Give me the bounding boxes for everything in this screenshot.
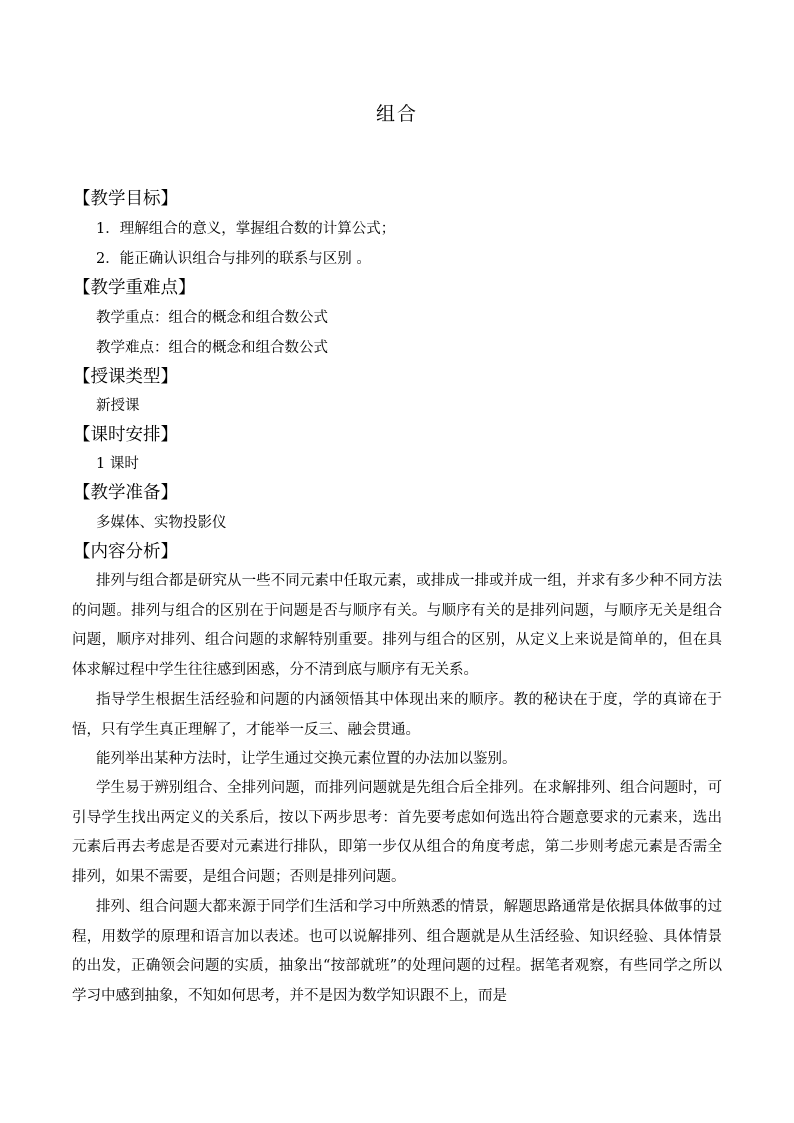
heading-key-points: 【教学重难点】: [73, 278, 196, 298]
goal-item-1: 1．理解组合的意义，掌握组合数的计算公式；: [96, 221, 396, 237]
analysis-paragraph-1: 排列与组合都是研究从一些不同元素中任取元素，或排成一排或并成一组，并求有多少种不同方法的问题。排列与组合的区别在于问题是否与顺序有关。与顺序有关的是排列问题，与顺序无关是组合问题，顺序对排列、组合问题的求解特别重要。排列与组合的区别，从定义上来说是简单的，但在具体求解过程中学生往往感到困惑，分不清到底与顺序有无关系。: [72, 573, 722, 678]
preparation-text: 多媒体、实物投影仪: [96, 515, 227, 531]
heading-lesson-type: 【授课类型】: [73, 367, 178, 387]
difficult-point-item: 教学难点：组合的概念和组合数公式: [96, 340, 328, 356]
heading-schedule: 【课时安排】: [73, 425, 178, 445]
goal-item-2: 2．能正确认识组合与排列的联系与区别 。: [96, 251, 371, 267]
analysis-paragraph-3: 能列举出某种方法时，让学生通过交换元素位置的办法加以鉴别。: [96, 751, 517, 767]
analysis-paragraph-2: 指导学生根据生活经验和问题的内涵领悟其中体现出来的顺序。教的秘诀在于度，学的真谛在于悟，只有学生真正理解了，才能举一反三、融会贯通。: [72, 692, 722, 738]
heading-preparation: 【教学准备】: [73, 483, 178, 503]
page-title: 组合: [375, 103, 418, 125]
key-point-item: 教学重点：组合的概念和组合数公式: [96, 310, 328, 326]
heading-content-analysis: 【内容分析】: [73, 542, 178, 562]
schedule-text: 1 课时: [96, 456, 139, 472]
heading-teaching-goals: 【教学目标】: [73, 189, 178, 209]
analysis-paragraph-4: 学生易于辨别组合、全排列问题，而排列问题就是先组合后全排列。在求解排列、组合问题时，可引导学生找出两定义的关系后，按以下两步思考：首先要考虑如何选出符合题意要求的元素来，选出元素后再去考虑是否要对元素进行排队，即第一步仅从组合的角度考虑，第二步则考虑元素是否需全排列，如果不需要，是组合问题；否则是排列问题。: [72, 780, 722, 885]
analysis-paragraph-5: 排列、组合问题大都来源于同学们生活和学习中所熟悉的情景，解题思路通常是依据具体做事的过程，用数学的原理和语言加以表述。也可以说解排列、组合题就是从生活经验、知识经验、具体情景的出发，正确领会问题的实质，抽象出“按部就班”的处理问题的过程。据笔者观察，有些同学之所以学习中感到抽象，不知如何思考，并不是因为数学知识跟不上，而是: [72, 899, 722, 1004]
lesson-type-text: 新授课: [96, 398, 140, 414]
